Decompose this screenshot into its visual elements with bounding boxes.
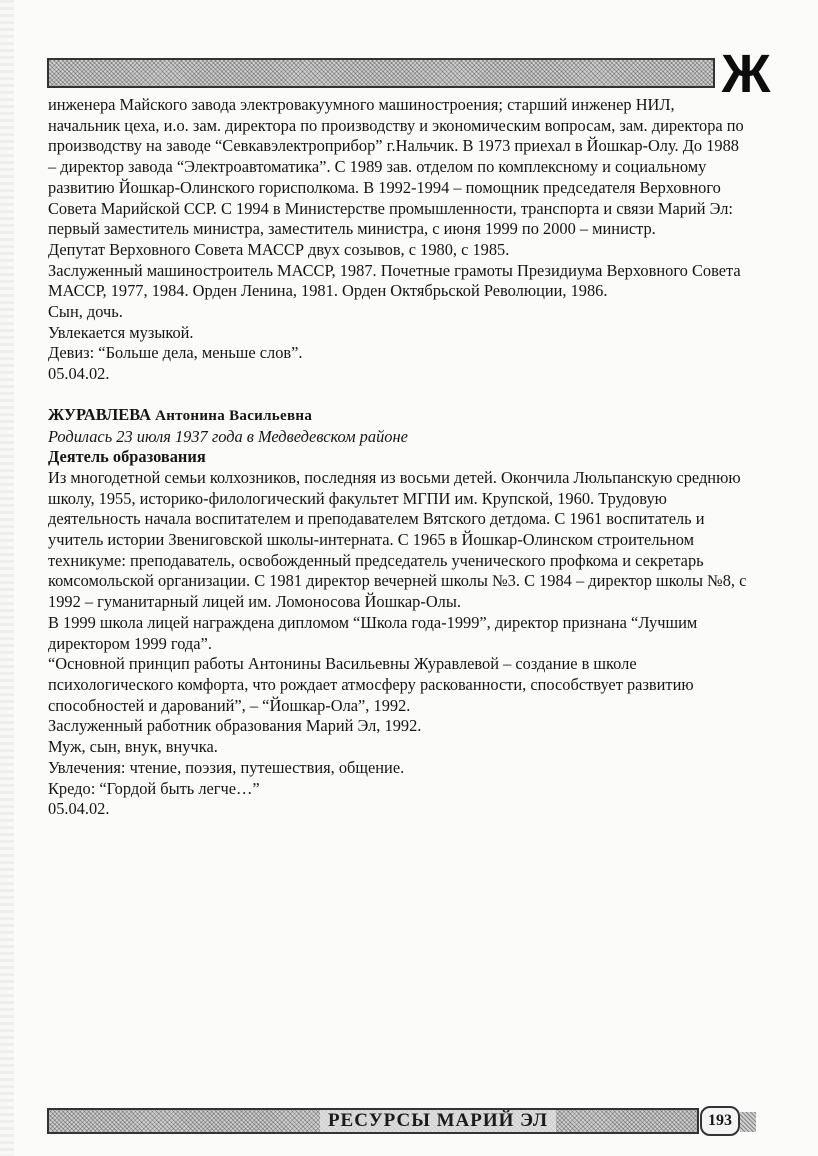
entry2-credo: Кредо: “Гордой быть легче…” (48, 778, 260, 798)
footer-band (47, 1108, 699, 1134)
entry1-family: Сын, дочь. (48, 302, 123, 322)
page-number: 193 (700, 1106, 740, 1136)
scan-edge (0, 0, 14, 1156)
entry2-role: Деятель образования (48, 447, 206, 467)
entry1-career-paragraph: инженера Майского завода электровакуумного машиностроения; старший инженер НИЛ, начальник цеха, и.о. зам. директора по производству и экономическим вопросам, зам. директора по производству на заводе “Севкавэлектроприбор” г.Нальчик. В 1973 приехал в Йошкар-Олу. До 1988 – директор завода “Электроавтоматика”. С 1989 зав. отделом по комплексному и социальному развитию Йошкар-Олинского горисполкома. В 1992-1994 – помощник председателя Верховного Совета Марийской ССР. С 1994 в Министерстве промышленности, транспорта и связи Марий Эл: первый заместитель министра, заместитель министра, с июня 1999 по 2000 – министр. (48, 95, 744, 239)
entry1-date: 05.04.02. (48, 364, 110, 384)
entry2-honors: Заслуженный работник образования Марий Эл, 1992. (48, 716, 422, 736)
entry2-hobbies: Увлечения: чтение, поэзия, путешествия, общение. (48, 757, 405, 777)
entry2-quote-paragraph: “Основной принцип работы Антонины Васильевны Журавлевой – создание в школе психологического комфорта, что рождает атмосферу раскованности, способствует развитию способностей и дарований”, – “Йошкар-Ола”, 1992. (48, 654, 694, 715)
entry-gap (48, 385, 748, 405)
entry2-surname: ЖУРАВЛЕВА (48, 404, 151, 424)
footer-tail (740, 1112, 756, 1132)
header-band (47, 58, 715, 88)
entry2-heading (48, 405, 748, 427)
entry2-birth: Родилась 23 июля 1937 года в Медведевском районе (48, 426, 408, 446)
entry2-award-paragraph: В 1999 школа лицей награждена дипломом “Школа года-1999”, директор признана “Лучшим директором 1999 года”. (48, 612, 698, 653)
page-content (48, 95, 748, 820)
entry1-hobby: Увлекается музыкой. (48, 322, 194, 342)
footer-title: РЕСУРСЫ МАРИЙ ЭЛ (320, 1110, 556, 1132)
entry2-family: Муж, сын, внук, внучка. (48, 737, 218, 757)
entry1-awards-paragraph: Заслуженный машиностроитель МАССР, 1987. Почетные грамоты Президиума Верховного Совета МАССР, 1977, 1984. Орден Ленина, 1981. Орден Октябрьской Революции, 1986. (48, 260, 741, 301)
entry2-given-names: Антонина Васильевна (155, 407, 313, 424)
entry1-motto: Девиз: “Больше дела, меньше слов”. (48, 343, 303, 363)
entry2-biography-paragraph: Из многодетной семьи колхозников, последняя из восьми детей. Окончила Люльпанскую среднюю школу, 1955, историко-филологический факультет МГПИ им. Крупской, 1960. Трудовую деятельность начала воспитателем и преподавателем Вятского детдома. С 1961 воспитатель и учитель истории Звениговской школы-интерната. С 1965 в Йошкар-Олинском строительном техникуме: преподаватель, освобожденный председатель ученического профкома и секретарь комсомольской организации. С 1981 директор вечерней школы №3. С 1984 – директор школы №8, с 1992 – гуманитарный лицей им. Ломоносова Йошкар-Олы. (48, 467, 747, 612)
entry1-deputy-paragraph: Депутат Верховного Совета МАССР двух созывов, с 1980, с 1985. (48, 239, 510, 259)
section-letter: Ж (721, 44, 771, 104)
entry2-date: 05.04.02. (48, 799, 110, 819)
